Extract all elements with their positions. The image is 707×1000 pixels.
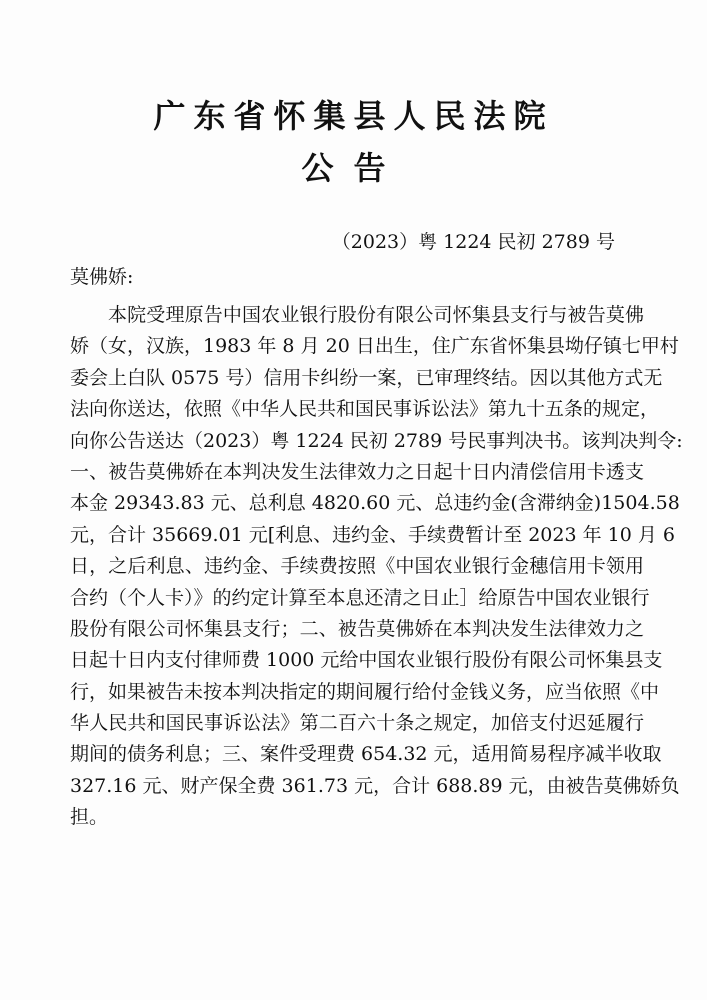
court-name-title: 广东省怀集县人民法院: [153, 97, 554, 135]
case-number: （2023）粤 1224 民初 2789 号: [331, 231, 615, 253]
body-line: 行，如果被告未按本判决指定的期间履行给付金钱义务，应当依照《中: [70, 680, 660, 703]
body-line: 期间的债务利息；三、案件受理费 654.32 元，适用简易程序减半收取: [70, 743, 662, 766]
body-line: 本金 29343.83 元、总利息 4820.60 元、总违约金(含滞纳金)1504.58: [70, 492, 680, 515]
body-line: 娇（女，汉族，1983 年 8 月 20 日出生，住广东省怀集县坳仔镇七甲村: [70, 335, 679, 358]
body-line: 日起十日内支付律师费 1000 元给中国农业银行股份有限公司怀集县支: [70, 649, 663, 672]
body-line: 一、被告莫佛娇在本判决发生法律效力之日起十日内清偿信用卡透支: [70, 460, 644, 483]
body-line: 元，合计 35669.01 元[利息、违约金、手续费暂计至 2023 年 10 月 6: [70, 523, 675, 546]
addressee: 莫佛娇:: [70, 266, 134, 288]
body-line: 法向你送达，依照《中华人民共和国民事诉讼法》第九十五条的规定，: [70, 398, 660, 421]
body-line: 担。: [70, 806, 109, 829]
body-line: 向你公告送达（2023）粤 1224 民初 2789 号民事判决书。该判决判令:: [70, 429, 683, 452]
body-line: 委会上白队 0575 号）信用卡纠纷一案，已审理终结。因以其他方式无: [70, 366, 663, 389]
body-line: 327.16 元、财产保全费 361.73 元，合计 688.89 元，由被告莫佛娇负: [70, 774, 680, 797]
body-line: 本院受理原告中国农业银行股份有限公司怀集县支行与被告莫佛: [108, 304, 644, 326]
body-line: 日，之后利息、违约金、手续费按照《中国农业银行金穗信用卡领用: [70, 555, 644, 578]
notice-body: [70, 300, 683, 834]
body-line: 华人民共和国民事诉讼法》第二百六十条之规定，加倍支付迟延履行: [70, 712, 644, 735]
body-line: 合约（个人卡）》的约定计算至本息还清之日止］给原告中国农业银行: [70, 586, 650, 609]
body-line: 股份有限公司怀集县支行；二、被告莫佛娇在本判决发生法律效力之: [70, 617, 644, 640]
document-type-title: 公告: [301, 149, 406, 187]
